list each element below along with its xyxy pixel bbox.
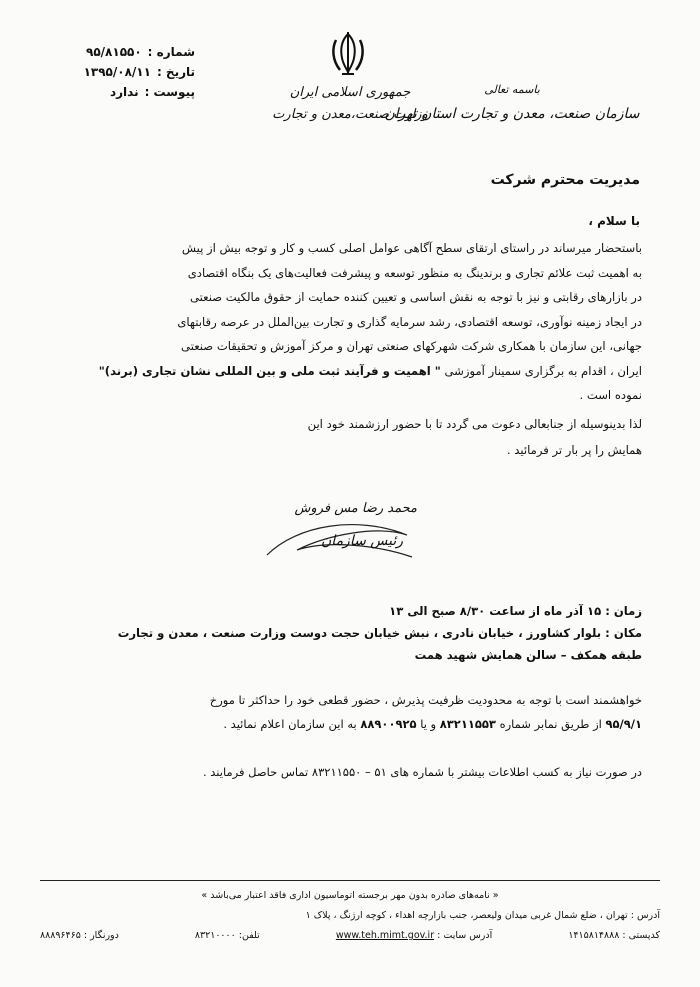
note-line2	[58, 712, 642, 736]
signatory-title: رئیس سازمان	[321, 533, 403, 549]
footer-site-link[interactable]: www.teh.mimt.gov.ir	[335, 930, 435, 941]
letter-body	[58, 236, 642, 408]
gov-line2: وزارت صنعت،معدن و تجارت	[272, 107, 428, 122]
footer-disclaimer: « نامه‌های صادره بدون مهر برجسته اتوماسیون اداری فاقد اعتبار می‌باشد »	[201, 890, 499, 901]
footer-site-group	[336, 926, 492, 946]
note-line1: خواهشمند است با توجه به محدودیت ظرفیت پذیرش ، حضور قطعی خود را حداکثر تا مورخ	[209, 693, 642, 707]
body-end: نموده است .	[579, 388, 642, 402]
signature-block	[257, 495, 417, 570]
letter-footer	[40, 886, 660, 946]
date-value: ۱۳۹۵/۰۸/۱۱	[83, 65, 151, 79]
body-line: جهانی، این سازمان با همکاری شرکت شهرکهای صنعتی تهران و مرکز آموزش و تحقیقات صنعتی	[181, 339, 642, 353]
gov-line1: جمهوری اسلامی ایران	[289, 85, 411, 100]
footer-address: آدرس : تهران ، ضلع شمال غربی میدان ولیعصر، جنب بازارچه اهداء ، کوچه ارژنگ ، پلاک ۱	[305, 910, 660, 921]
footer-contact-row	[40, 926, 660, 946]
attachment-label: پیوست :	[144, 85, 195, 99]
letter-meta	[60, 42, 195, 102]
number-label: شماره :	[147, 45, 195, 59]
greeting: با سلام ،	[588, 214, 640, 228]
body-last-prefix: ایران ، اقدام به برگزاری سمینار آموزشی	[444, 363, 642, 378]
footer-divider	[40, 880, 660, 881]
seminar-place: مکان : بلوار کشاورز ، خیابان نادری ، نبش خیابان حجت دوست وزارت صنعت ، معدن و تجارت	[117, 626, 642, 640]
registration-note	[58, 688, 642, 736]
organization-header	[382, 78, 642, 126]
seminar-time: زمان : ۱۵ آذر ماه از ساعت ۸/۳۰ صبح الی ۱۳	[389, 604, 642, 618]
body-line: به اهمیت ثبت علائم تجاری و برندینگ به منظور توسعه و پیشرفت فعالیت‌های یک بنگاه اقتصادی	[187, 265, 642, 280]
footer-phone: تلفن: ۸۳۲۱۰۰۰۰	[194, 930, 260, 941]
footer-postal: کدپستی : ۱۴۱۵۸۱۴۸۸۸	[568, 930, 660, 941]
contact-info: در صورت نیاز به کسب اطلاعات بیشتر با شماره های ۵۱ – ۸۳۲۱۱۵۵۰ تماس حاصل فرمایند .	[202, 765, 642, 779]
letter-closing	[58, 411, 642, 463]
date-label: تاریخ :	[156, 65, 195, 79]
body-line: در ایجاد زمینه نوآوری، توسعه اقتصادی، رشد سرمایه گذاری و تجارت بین‌الملل در عرصه رقابتهای	[177, 314, 642, 329]
fax-number-1: ۸۳۲۱۱۵۵۳	[439, 717, 496, 731]
org-line1: باسمه تعالی	[484, 83, 540, 96]
number-value: ۹۵/۸۱۵۵۰	[86, 45, 142, 59]
footer-site-label: آدرس سایت :	[437, 930, 493, 941]
note-text-c: به این سازمان اعلام نمائید .	[223, 717, 357, 731]
footer-fax: دورنگار : ۸۸۸۹۶۴۶۵	[40, 930, 119, 941]
fax-number-2: ۸۸۹۰۰۹۲۵	[360, 717, 417, 731]
salutation: مدیریت محترم شرکت	[490, 172, 640, 188]
iran-emblem-icon	[328, 30, 368, 78]
closing-line1: لذا بدینوسیله از جنابعالی دعوت می گردد تا با حضور ارزشمند خود این	[307, 417, 642, 431]
body-line	[58, 359, 642, 384]
attachment-value: ندارد	[109, 85, 139, 99]
seminar-title: " اهمیت و فرآیند ثبت ملی و بین المللی نشان تجاری (برند)"	[98, 363, 441, 378]
signatory-name: محمد رضا مس فروش	[294, 501, 417, 516]
body-line: در بازارهای رقابتی و نیز با توجه به نقش اساسی و تعیین کننده حمایت از حقوق مالکیت صنعتی	[189, 290, 642, 304]
org-line2: سازمان صنعت، معدن و تجارت استان تهران	[384, 106, 640, 122]
body-line: باستحضار میرساند در راستای ارتقای سطح آگاهی عوامل اصلی کسب و کار و توجه بیش از پیش	[181, 241, 642, 255]
deadline-date: ۹۵/۹/۱	[605, 717, 642, 731]
note-text-a: از طریق نمابر شماره	[499, 717, 602, 731]
closing-line2: همایش را پر بار تر فرمائید .	[506, 443, 642, 457]
seminar-details	[42, 600, 642, 666]
seminar-hall: طبقه همکف – سالن همایش شهید همت	[414, 648, 642, 662]
note-text-b: و یا	[420, 717, 437, 731]
